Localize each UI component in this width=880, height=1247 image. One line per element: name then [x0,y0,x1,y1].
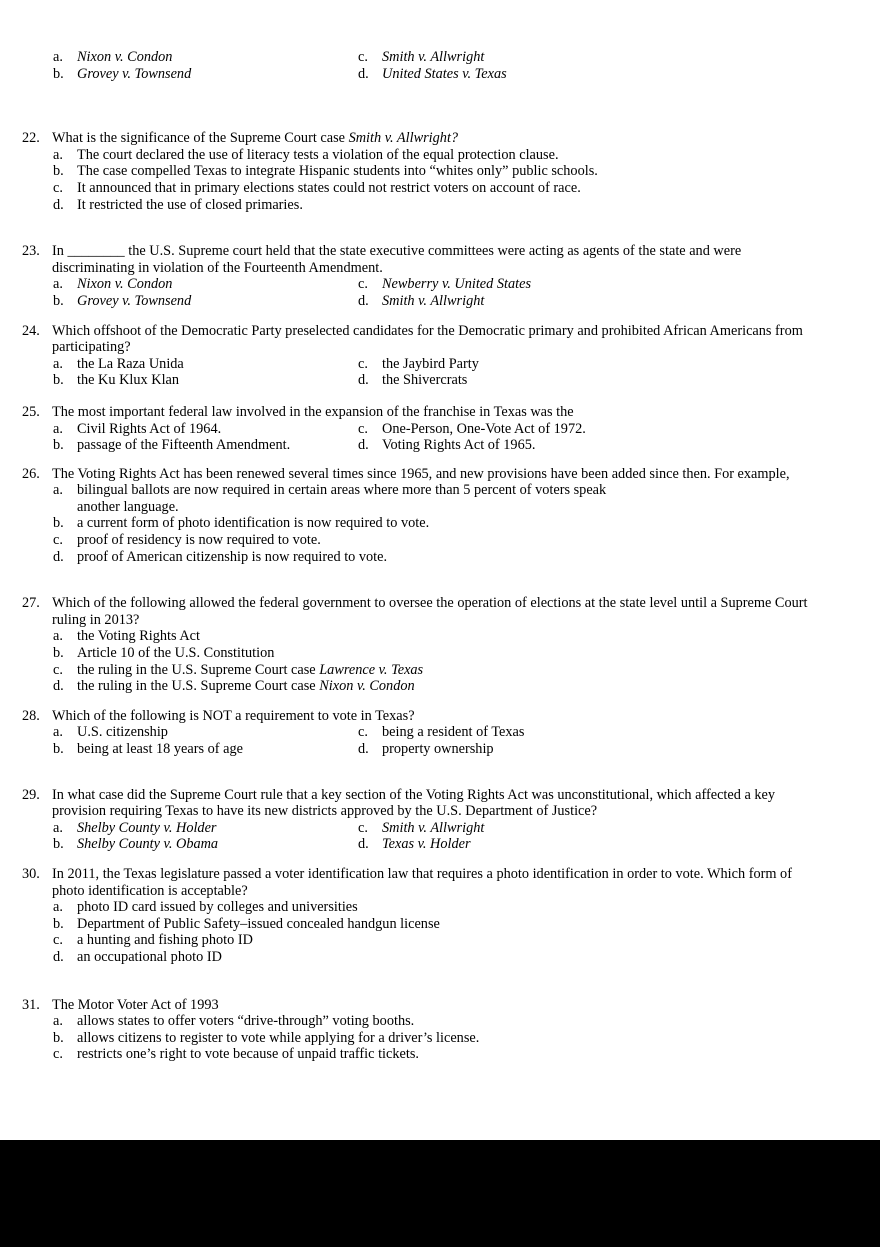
answer-options [52,1013,874,1063]
text-run: Which offshoot of the Democratic Party preselected candidates for the Democratic primary and prohibited African Americans from [52,322,803,339]
option-text [382,66,874,83]
text-run: photo identification is acceptable? [52,882,248,899]
question-prompt [52,466,874,483]
question-number: 24. [22,322,40,339]
answer-option [52,197,874,214]
text-run: the Shivercrats [382,372,468,389]
answer-option [52,356,357,373]
question [22,243,874,309]
case-name-italic: Shelby County v. Obama [77,836,219,853]
text-run: discriminating in violation of the Fourteenth Amendment. [52,259,383,276]
case-name-italic: Grovey v. Townsend [77,292,192,309]
option-text [382,724,874,741]
text-run: provision requiring Texas to have its new districts approved by the U.S. Department of Justice? [52,803,598,820]
answer-option [357,49,874,66]
answer-option [52,662,874,679]
question-prompt [52,404,874,421]
text-run: Department of Public Safety–issued concealed handgun license [77,915,440,932]
answer-option [52,482,874,515]
text-run: the ruling in the U.S. Supreme Court case [77,661,320,678]
answer-option [357,724,874,741]
answer-option [52,147,874,164]
scan-bottom-black-bar [0,1140,880,1247]
question-number: 28. [22,707,40,724]
question-body [52,243,874,309]
option-text [382,836,874,853]
text-run: the La Raza Unida [77,355,184,372]
text-run: allows citizens to register to vote while applying for a driver’s license. [77,1029,480,1046]
question-number [22,49,52,82]
option-text [77,147,874,164]
question-prompt [52,323,874,356]
option-text [77,645,874,662]
option-letter: c. [53,179,63,196]
answer-option [52,628,874,645]
text-run: In ________ the U.S. Supreme court held that the state executive committees were acting as agents of the state and were [52,243,742,260]
case-name-italic: Shelby County v. Holder [77,819,217,836]
answer-options [52,482,874,565]
option-letter: a. [53,482,63,499]
option-letter: c. [358,420,368,437]
text-run: It restricted the use of closed primaries. [77,196,303,213]
text-run: The case compelled Texas to integrate Hispanic students into “whites only” public schools. [77,163,598,180]
answer-option [52,899,874,916]
text-run: bilingual ballots are now required in certain areas where more than 5 percent of voters speak [77,482,607,499]
option-text [77,482,874,515]
text-run: another language. [77,498,179,515]
option-letter: d. [53,548,64,565]
text-run: The court declared the use of literacy tests a violation of the equal protection clause. [77,146,559,163]
text-run: In what case did the Supreme Court rule that a key section of the Voting Rights Act was unconstitutional, which affected a key [52,786,776,803]
option-text [77,421,357,438]
answer-options [52,147,874,213]
option-letter: d. [358,741,369,757]
case-name-italic: Smith v. Allwright [382,292,485,309]
option-letter: a. [53,146,63,163]
answer-option [52,949,874,966]
option-letter: c. [358,276,368,293]
text-run: being a resident of Texas [382,724,525,741]
answer-option [357,437,874,454]
option-letter: b. [53,437,64,454]
answer-options [52,356,874,389]
option-letter: c. [53,932,63,949]
option-letter: b. [53,372,64,389]
answer-option [357,836,874,853]
option-letter: a. [53,899,63,916]
answer-option [52,66,357,83]
answer-option [52,1046,874,1063]
question-prompt [52,866,874,899]
case-name-italic: Texas v. Holder [382,836,471,853]
question [22,708,874,758]
question-body [52,404,874,454]
question-number: 26. [22,465,40,482]
text-run: property ownership [382,741,494,757]
answer-option [357,66,874,83]
question [22,997,874,1063]
text-run: U.S. citizenship [77,724,168,741]
case-name-italic: Nixon v. Condon [77,276,173,293]
question-body [52,866,874,966]
option-letter: d. [358,372,369,389]
option-text [77,836,357,853]
question-number: 31. [22,996,40,1013]
option-letter: a. [53,49,63,65]
option-letter: b. [53,65,64,82]
case-name-italic: Grovey v. Townsend [77,65,192,82]
text-run: It announced that in primary elections states could not restrict voters on account of race. [77,179,581,196]
answer-option [357,293,874,310]
text-run: The most important federal law involved in the expansion of the franchise in Texas was the [52,403,574,420]
case-name-italic: Nixon v. Condon [319,678,415,695]
option-text [77,628,874,645]
answer-option [52,741,357,758]
text-run: the Jaybird Party [382,355,479,372]
case-name-italic: Smith v. Allwright [382,819,485,836]
option-text [382,49,874,66]
option-letter: b. [53,741,64,757]
question-number: 25. [22,403,40,420]
question [22,404,874,454]
text-run: The Voting Rights Act has been renewed several times since 1965, and new provisions have been added since then. For example, [52,465,790,482]
option-text [77,356,357,373]
text-run: Voting Rights Act of 1965. [382,437,536,454]
answer-option [52,49,357,66]
question-number: 27. [22,595,40,612]
option-letter: c. [53,661,63,678]
answer-option [357,356,874,373]
answer-options [52,820,874,853]
answer-option [52,549,874,566]
option-letter: d. [53,196,64,213]
option-text [77,276,357,293]
answer-options [52,421,874,454]
answer-options [52,628,874,694]
option-letter: b. [53,292,64,309]
answer-option [52,437,357,454]
option-letter: c. [358,49,368,65]
answer-option [52,180,874,197]
option-letter: d. [53,948,64,965]
option-letter: b. [53,915,64,932]
answer-option [357,276,874,293]
text-run: ruling in 2013? [52,611,140,628]
option-text [382,372,874,389]
question-body [52,595,874,695]
question-number: 30. [22,865,40,882]
question-prompt [52,243,874,276]
option-letter: d. [358,437,369,454]
answer-option [52,163,874,180]
option-letter: a. [53,724,63,741]
text-run: Civil Rights Act of 1964. [77,420,222,437]
answer-option [52,645,874,662]
answer-option [52,372,357,389]
option-text [77,66,357,83]
continued-answer-options [22,49,874,82]
option-text [382,421,874,438]
option-text [77,163,874,180]
option-text [77,197,874,214]
option-letter: a. [53,1013,63,1030]
option-text [77,515,874,532]
option-text [77,180,874,197]
text-run: proof of American citizenship is now required to vote. [77,548,388,565]
text-run: an occupational photo ID [77,948,222,965]
text-run: The Motor Voter Act of 1993 [52,996,219,1013]
option-text [382,276,874,293]
option-text [77,1030,874,1047]
option-text [77,932,874,949]
option-text [77,916,874,933]
answer-option [52,916,874,933]
answer-option [52,820,357,837]
answer-option [357,820,874,837]
option-letter: c. [53,532,63,549]
question-number: 29. [22,786,40,803]
option-text [77,741,357,758]
answer-option [52,293,357,310]
option-text [382,437,874,454]
text-run: the Ku Klux Klan [77,372,180,389]
answer-option [52,532,874,549]
option-letter: c. [358,355,368,372]
option-text [77,49,357,66]
option-letter: d. [358,292,369,309]
option-letter: b. [53,163,64,180]
question [22,130,874,213]
option-letter: c. [358,724,368,741]
text-run: participating? [52,339,131,356]
option-text [77,293,357,310]
text-run: Which of the following allowed the federal government to oversee the operation of elections at the state level until a Supreme Court [52,595,808,612]
text-run: proof of residency is now required to vote. [77,532,321,549]
question-prompt [52,595,874,628]
option-letter: b. [53,1029,64,1046]
option-text [77,949,874,966]
text-run: In 2011, the Texas legislature passed a voter identification law that requires a photo identification in order to vote. Which form of [52,865,792,882]
case-name-italic: United States v. Texas [382,65,507,82]
question-body [52,997,874,1063]
question-prompt [52,787,874,820]
option-text [77,899,874,916]
option-letter: a. [53,628,63,645]
option-text [77,437,357,454]
question-body [52,708,874,758]
case-name-italic: Smith v. Allwright? [348,130,459,147]
option-text [77,549,874,566]
answer-option [357,421,874,438]
text-run: Article 10 of the U.S. Constitution [77,645,275,662]
question [22,466,874,566]
option-letter: d. [358,836,369,853]
answer-option [52,724,357,741]
answer-option [52,678,874,695]
answer-options [52,49,874,82]
text-run: being at least 18 years of age [77,741,243,757]
question-prompt [52,130,874,147]
answer-option [52,1030,874,1047]
option-letter: d. [53,678,64,695]
question-body [52,323,874,389]
question-number: 23. [22,243,40,260]
question-body [52,49,874,82]
question-prompt [52,997,874,1014]
answer-option [52,1013,874,1030]
question-body [52,466,874,566]
option-text [77,820,357,837]
answer-options [52,724,874,757]
text-run: One-Person, One-Vote Act of 1972. [382,420,586,437]
option-text [382,356,874,373]
option-text [382,293,874,310]
case-name-italic: Smith v. Allwright [382,49,485,65]
answer-option [357,372,874,389]
text-run: allows states to offer voters “drive-through” voting booths. [77,1013,415,1030]
answer-option [52,932,874,949]
option-letter: b. [53,836,64,853]
text-run: a current form of photo identification is now required to vote. [77,515,430,532]
text-run: a hunting and fishing photo ID [77,932,253,949]
option-letter: a. [53,819,63,836]
question [22,866,874,966]
option-letter: d. [358,65,369,82]
option-text [77,678,874,695]
text-run: Which of the following is NOT a requirement to vote in Texas? [52,707,415,724]
text-run: the Voting Rights Act [77,628,200,645]
option-text [77,1013,874,1030]
case-name-italic: Newberry v. United States [382,276,532,293]
option-letter: b. [53,645,64,662]
option-text [382,741,874,758]
option-letter: a. [53,276,63,293]
option-text [77,724,357,741]
question-list [22,49,874,1063]
question-prompt [52,708,874,725]
answer-option [52,515,874,532]
answer-options [52,276,874,309]
answer-option [52,421,357,438]
option-text [77,532,874,549]
question-number: 22. [22,130,40,147]
option-letter: a. [53,420,63,437]
text-run: restricts one’s right to vote because of unpaid traffic tickets. [77,1046,419,1063]
answer-option [52,836,357,853]
text-run: What is the significance of the Supreme Court case [52,130,349,147]
option-letter: b. [53,515,64,532]
option-text [382,820,874,837]
question [22,787,874,853]
option-text [77,1046,874,1063]
option-text [77,662,874,679]
case-name-italic: Nixon v. Condon [77,49,173,65]
question-body [52,787,874,853]
answer-option [52,276,357,293]
option-letter: c. [53,1046,63,1063]
question-body [52,130,874,213]
option-text [77,372,357,389]
answer-option [357,741,874,758]
option-letter: a. [53,355,63,372]
case-name-italic: Lawrence v. Texas [319,661,424,678]
text-run: photo ID card issued by colleges and universities [77,899,358,916]
option-letter: c. [358,819,368,836]
question [22,323,874,389]
answer-options [52,899,874,965]
question [22,595,874,695]
text-run: passage of the Fifteenth Amendment. [77,437,291,454]
text-run: the ruling in the U.S. Supreme Court case [77,678,320,695]
